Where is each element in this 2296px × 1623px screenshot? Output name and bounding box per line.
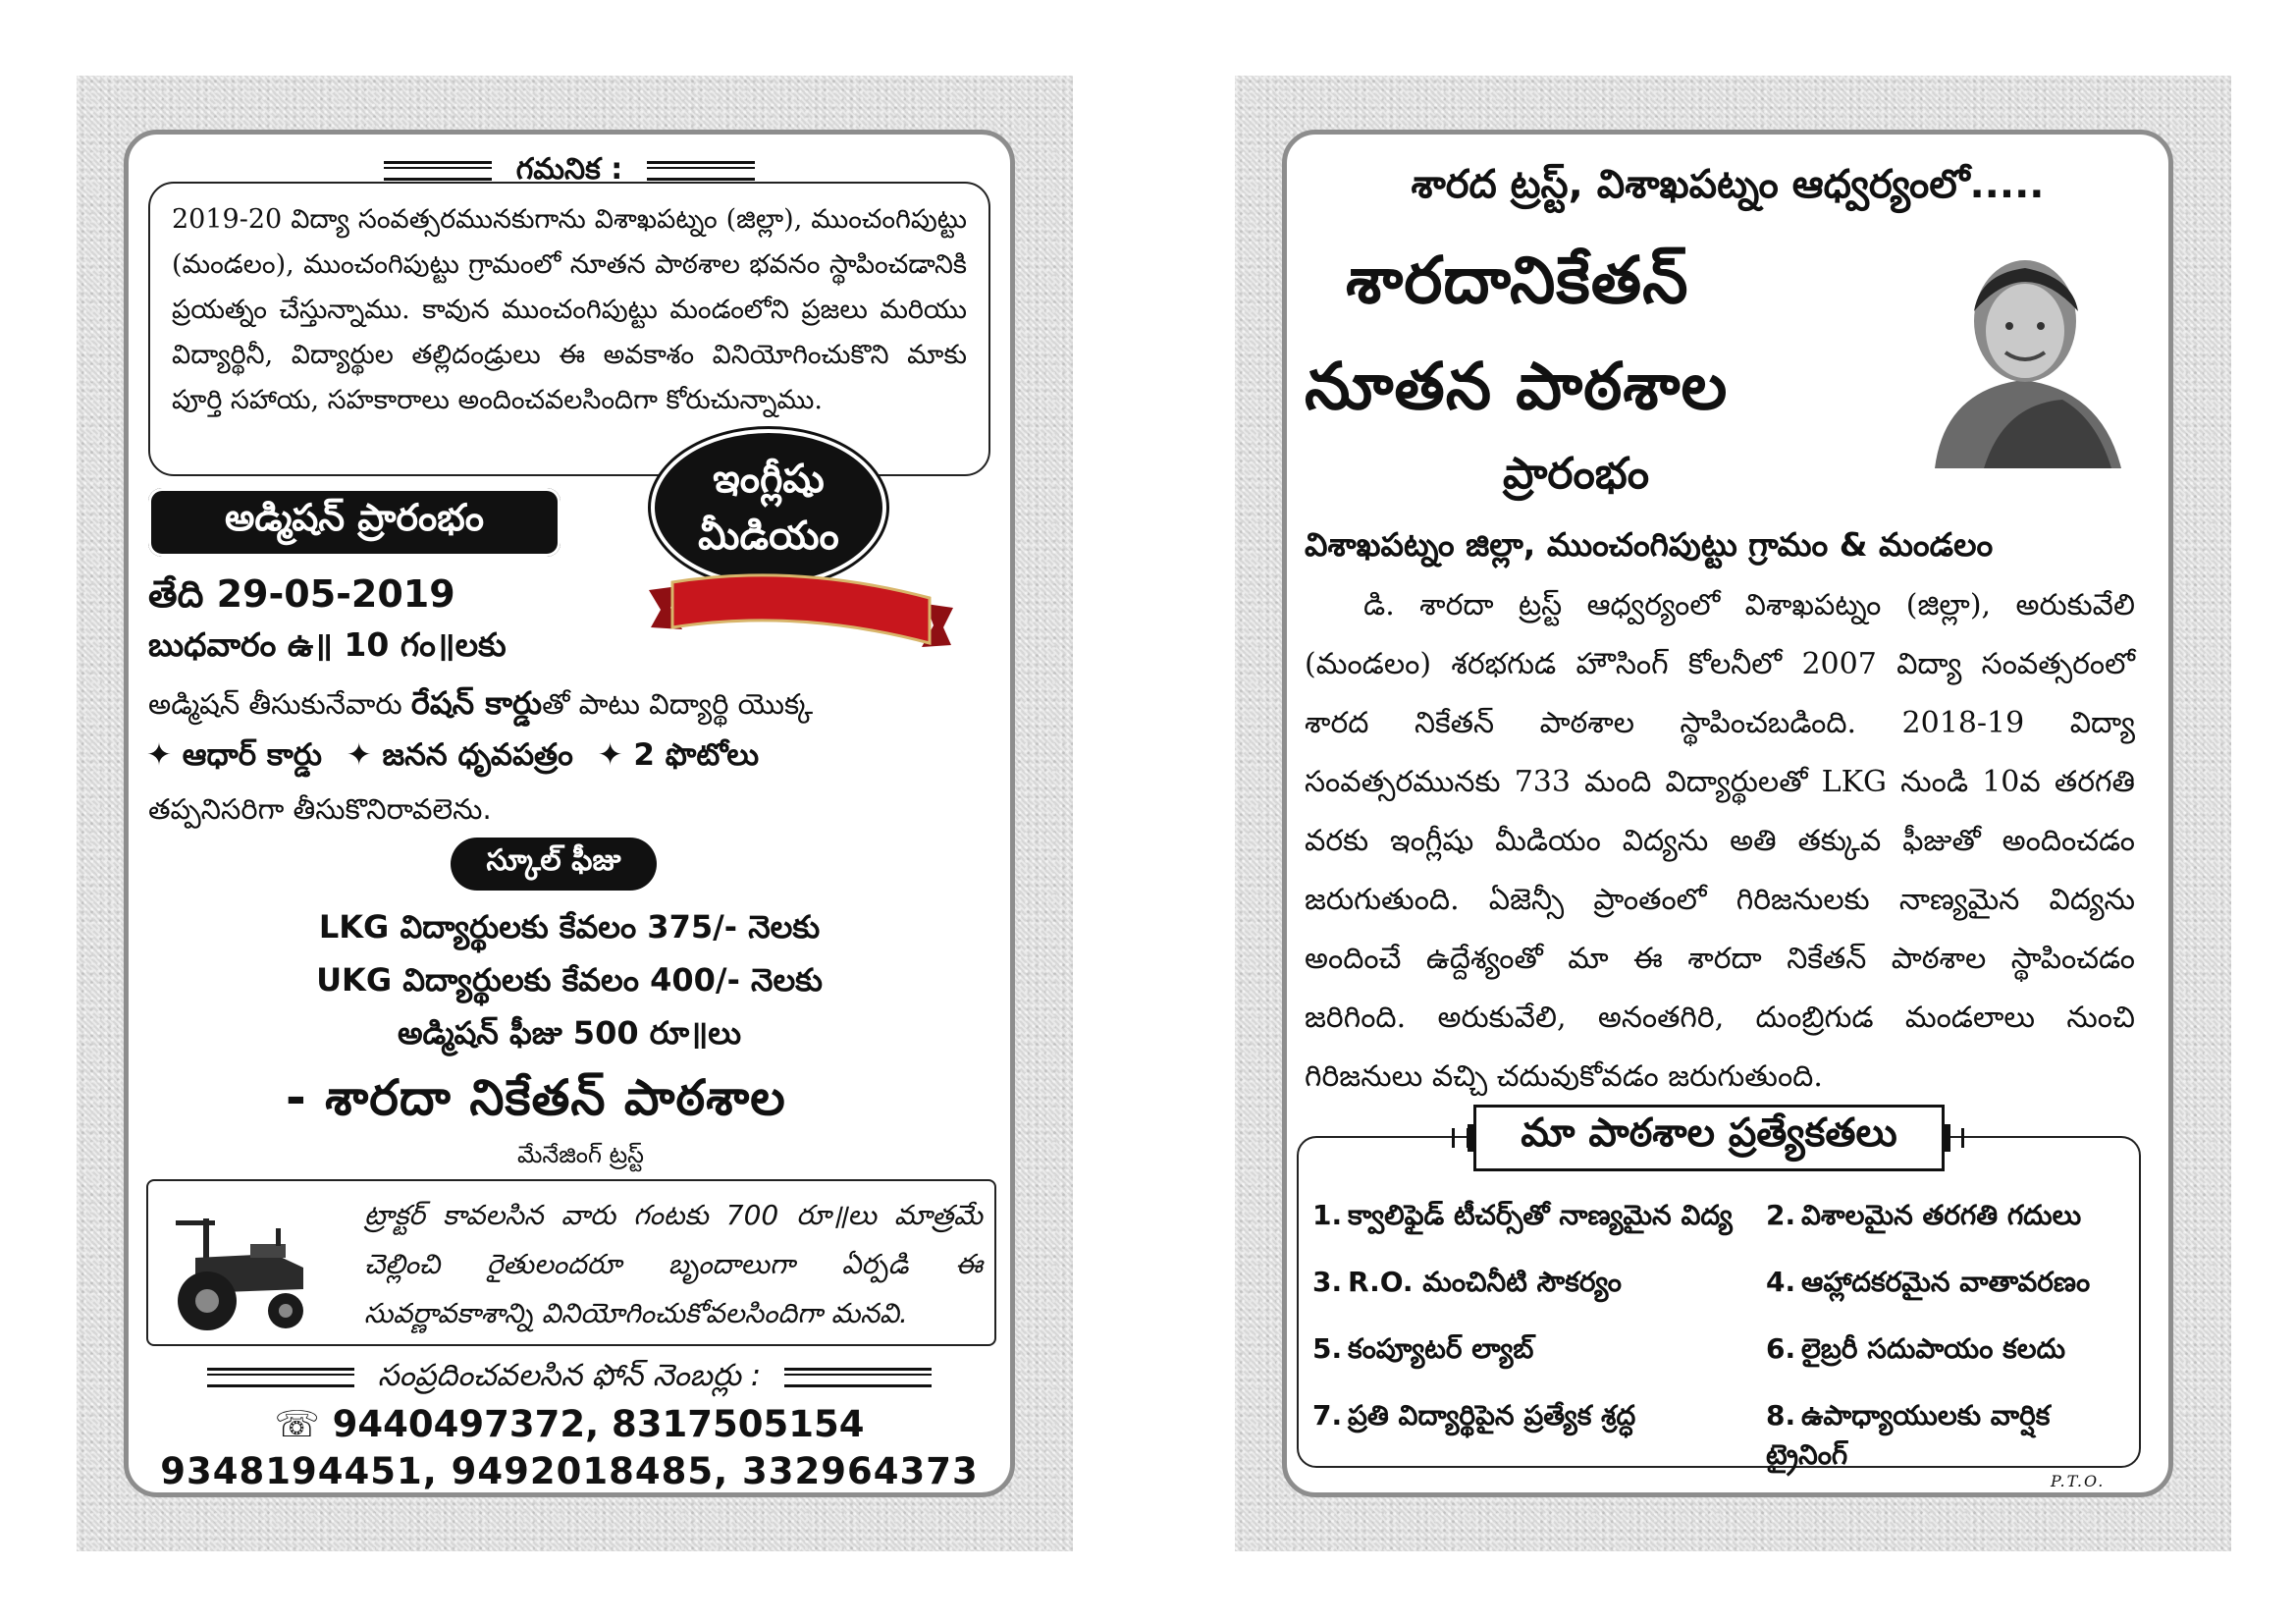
feature-item (1312, 1199, 1733, 1238)
feature-text: లైబ్రరీ సదుపాయం కలదు (1801, 1332, 2066, 1365)
signature-school-name: - శారదా నికేతన్ పాఠశాల (286, 1069, 786, 1126)
right-page-panel (1235, 76, 2231, 1551)
decorative-bars (1452, 1128, 1469, 1148)
tractor-notice-box (146, 1179, 996, 1346)
document-aadhaar: ఆధార్ కార్డు (182, 737, 322, 773)
documents-intro-highlight: రేషన్ కార్డు (410, 684, 543, 722)
feature-number: 1. (1312, 1199, 1343, 1231)
portrait-photo (1915, 233, 2131, 468)
feature-item (1312, 1399, 1635, 1438)
features-title: మా పాఠశాల ప్రత్యేకతలు (1473, 1105, 1945, 1171)
admission-badge: అడ్మిషన్ ప్రారంభం (148, 488, 561, 557)
admission-time: బుధవారం ఉ॥ 10 గం॥లకు (148, 625, 507, 664)
document-photos: 2 ఫొటోలు (633, 737, 760, 773)
features-box (1297, 1136, 2141, 1471)
feature-text: ఉపాధ్యాయులకు వార్షిక ట్రైనింగ్ (1766, 1399, 2051, 1471)
fee-admission: అడ్మిషన్ ఫీజు 500 రూ॥లు (397, 1014, 742, 1052)
notice-box (148, 182, 990, 476)
medium-line-1: ఇంగ్లీషు (713, 457, 825, 502)
left-page-panel (77, 76, 1073, 1551)
feature-item (1766, 1266, 2090, 1305)
feature-text: ప్రతి విద్యార్థిపైన ప్రత్యేక శ్రద్ధ (1348, 1399, 1636, 1432)
feature-text: R.O. మంచినీటి సౌకర్యం (1348, 1266, 1622, 1298)
document-item (598, 737, 760, 773)
feature-text: ఆహ్లాదకరమైన వాతావరణం (1801, 1266, 2091, 1298)
decorative-rule (207, 1368, 354, 1387)
documents-intro-prefix: అడ్మిషన్ తీసుకునేవారు (148, 687, 402, 721)
school-fee-badge: స్కూల్ ఫీజు (451, 838, 657, 891)
feature-text: విశాలమైన తరగతి గదులు (1801, 1199, 2082, 1231)
feature-number: 8. (1766, 1399, 1796, 1432)
four-point-star-icon: ✦ (146, 737, 172, 773)
notice-title: గమనిక : (515, 152, 623, 187)
phone-icon: ☏ (274, 1403, 320, 1445)
document-item (146, 737, 322, 773)
english-medium-oval (651, 429, 886, 586)
feature-text: క్వాలిఫైడ్ టీచర్స్‌తో నాణ్యమైన విద్య (1348, 1199, 1733, 1231)
contact-heading (129, 1358, 1010, 1400)
feature-number: 2. (1766, 1199, 1796, 1231)
feature-item (1312, 1266, 1622, 1305)
ribbon-body (672, 575, 930, 643)
phone-numbers-line-1 (129, 1403, 1010, 1445)
phone-numbers-1: 9440497372, 8317505154 (332, 1403, 865, 1445)
left-page-card (124, 130, 1015, 1497)
admission-date: తేది 29-05-2019 (148, 572, 455, 616)
fee-lkg: LKG విద్యార్థులకు కేవలం 375/- నెలకు (318, 908, 821, 946)
feature-number: 5. (1312, 1332, 1343, 1365)
feature-number: 4. (1766, 1266, 1796, 1298)
phone-numbers-line-2: 9348194451, 9492018485, 332964373 (160, 1450, 979, 1492)
school-title: శారదానికేతన్ (1346, 243, 1689, 318)
school-description-text: డి. శారదా ట్రస్ట్ ఆధ్వర్యంలో విశాఖపట్నం (జిల్లా), అరుకువేలి (మండలం) శరభగుడ హౌసింగ్ కోలనీలో 2007 విద్యా సంవత్సరంలో శారద నికేతన్ పాఠశాల స్థాపించబడింది. 2018-19 విద్యా సంవత్సరమునకు 733 మంది విద్యార్థులతో LKG నుండి 10వ తరగతి వరకు ఇంగ్లీషు మీడియం విద్యను అతి తక్కువ ఫీజుతో అందించడం జరుగుతుంది. ఏజెన్సీ ప్రాంతంలో గిరిజనులకు నాణ్యమైన విద్యను అందించే ఉద్దేశ్యంతో మా ఈ శారదా నికేతన్ పాఠశాల స్థాపించడం జరిగింది. అరుకువేలి, అనంతగిరి, దుంబ్రిగుడ మండలాలు నుంచి గిరిజనులు వచ్చి చదువుకోవడం జరుగుతుంది. (1305, 588, 2135, 1094)
four-point-star-icon: ✦ (597, 737, 623, 773)
document-birth-certificate: జనన ధృవపత్రం (382, 737, 573, 773)
feature-item (1766, 1199, 2081, 1238)
medium-line-2: మీడియం (698, 514, 839, 559)
decorative-bars (1947, 1128, 1964, 1148)
documents-intro (148, 684, 813, 730)
document-item (347, 737, 573, 773)
feature-number: 6. (1766, 1332, 1796, 1365)
new-school-title: నూతన పాఠశాల (1305, 349, 1729, 424)
school-description (1305, 576, 2135, 1107)
feature-number: 7. (1312, 1399, 1343, 1432)
documents-intro-suffix: తో పాటు విద్యార్థి యొక్క (542, 687, 814, 721)
lkg-ukg-ribbon (639, 568, 963, 657)
inauguration-title: ప్రారంభం (1503, 449, 1650, 499)
contact-title: సంప్రదించవలసిన ఫోన్ నెంబర్లు : (377, 1358, 762, 1393)
tractor-image (156, 1199, 313, 1336)
decorative-rule (384, 161, 492, 181)
pto-note: P.T.O. (2051, 1472, 2106, 1490)
tractor-notice-text: ట్రాక్టర్ కావలసిన వారు గంటకు 700 రూ॥లు మాత్రమే చెల్లించి రైతులందరూ బృందాలుగా ఏర్పడి ఈ సువర్ణావకాశాన్ని వినియోగించుకోవలసిందిగా మనవి. (364, 1199, 983, 1329)
decorative-rule (784, 1368, 932, 1387)
feature-number: 3. (1312, 1266, 1343, 1298)
fee-ukg: UKG విద్యార్థులకు కేవలం 400/- నెలకు (316, 961, 823, 999)
feature-text: కంప్యూటర్ ల్యాబ్ (1348, 1332, 1534, 1365)
signature-role: మేనేజింగ్ ట్రస్ట్ (517, 1141, 644, 1168)
notice-text: 2019-20 విద్యా సంవత్సరమునకుగాను విశాఖపట్నం (జిల్లా), ముంచంగిపుట్టు (మండలం), ముంచంగిపుట్టు గ్రామంలో నూతన పాఠశాల భవనం స్థాపించడానికి ప్రయత్నం చేస్తున్నాము. కావున ముంచంగిపుట్టు మండంలోని ప్రజలు మరియు విద్యార్థినీ, విద్యార్థుల తల్లిదండ్రులు ఈ అవకాశం వినియోగించుకొని మాకు పూర్తి సహాయ, సహకారాలు అందించవలసిందిగా కోరుచున్నాము. (172, 204, 967, 415)
right-page-card (1282, 130, 2173, 1497)
documents-required: తప్పనిసరిగా తీసుకొనిరావలెను. (148, 792, 492, 826)
decorative-rule (647, 161, 755, 181)
feature-item (1766, 1332, 2065, 1372)
school-location: విశాఖపట్నం జిల్లా, ముంచంగిపుట్టు గ్రామం & మండలం (1305, 525, 1994, 564)
trust-subtitle: శారద ట్రస్ట్, విశాఖపట్నం ఆధ్వర్యంలో..... (1411, 162, 2045, 207)
four-point-star-icon: ✦ (346, 737, 372, 773)
feature-item (1766, 1399, 2139, 1478)
feature-item (1312, 1332, 1533, 1372)
documents-list (146, 737, 773, 780)
